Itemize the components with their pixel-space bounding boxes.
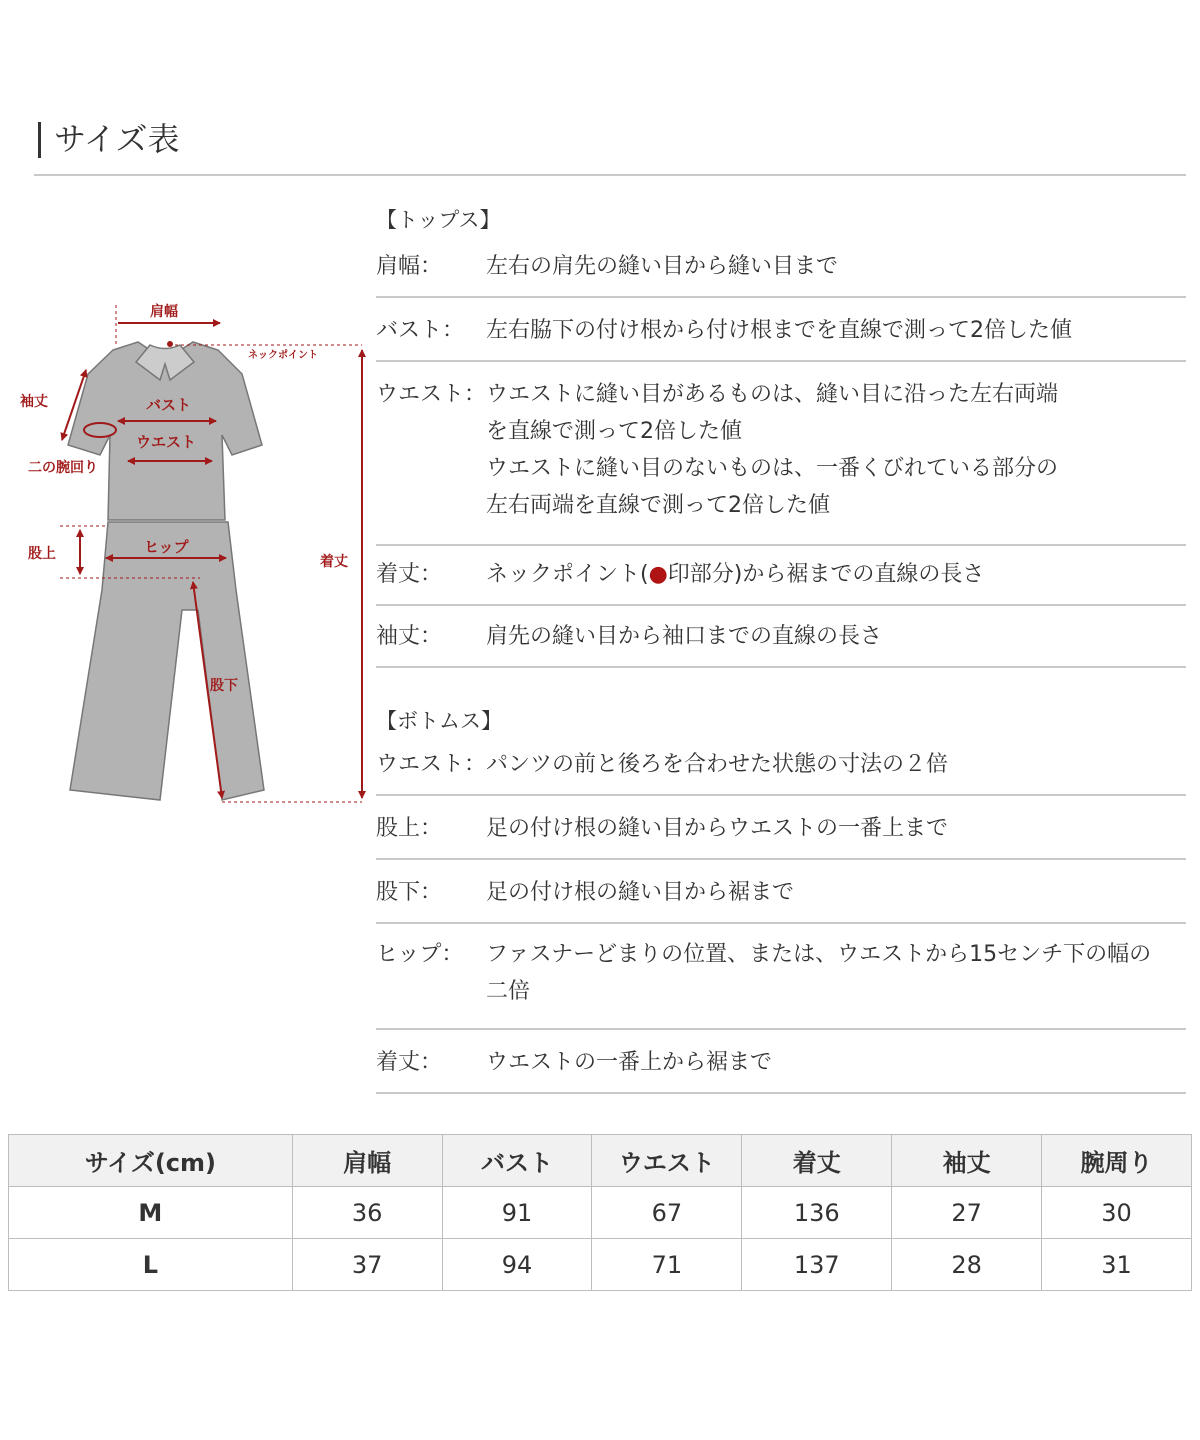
row-label: 着丈： <box>376 1050 443 1075</box>
bottoms-row-hip <box>376 936 1186 1030</box>
row-label: 肩幅： <box>376 254 443 279</box>
row-line: 左右の肩先の縫い目から縫い目まで <box>486 254 839 279</box>
row-label: ウエスト： <box>376 752 487 777</box>
row-line: ファスナーどまりの位置、または、ウエストから15センチ下の幅の <box>486 942 1152 967</box>
table-header-cell: バスト <box>442 1135 592 1187</box>
title-section <box>34 118 1186 176</box>
row-label: 袖丈： <box>376 624 443 649</box>
row-line: 二倍 <box>486 979 531 1004</box>
row-label: ウエスト： <box>376 382 487 407</box>
bottoms-heading: 【ボトムス】 <box>376 709 502 733</box>
table-header-cell: 肩幅 <box>292 1135 442 1187</box>
row-line: を直線で測って2倍した値 <box>486 419 742 444</box>
bottoms-row-matashita <box>376 874 1186 924</box>
table-row <box>9 1187 1192 1239</box>
row-line: ウエストに縫い目があるものは、縫い目に沿った左右両端 <box>486 382 1059 407</box>
top-garment-shape <box>68 342 262 520</box>
table-cell: 37 <box>292 1239 442 1291</box>
bust-label: バスト <box>146 396 192 414</box>
row-description <box>486 248 1191 285</box>
table-cell-size: M <box>9 1187 293 1239</box>
garment-diagram-svg <box>10 290 370 820</box>
row-label: 股上： <box>376 816 443 841</box>
kitake-label: 着丈 <box>320 554 348 570</box>
row-line: 左右脇下の付け根から付け根までを直線で測って2倍した値 <box>486 318 1072 343</box>
table-header-cell: 腕周り <box>1042 1135 1192 1187</box>
size-table <box>8 1134 1192 1291</box>
bottoms-row-matagami <box>376 810 1186 860</box>
row-line: 肩先の縫い目から袖口までの直線の長さ <box>486 624 883 649</box>
table-cell: 67 <box>592 1187 742 1239</box>
table-cell: 30 <box>1042 1187 1192 1239</box>
row-line: ウエストの一番上から裾まで <box>486 1050 773 1075</box>
matashita-label: 股下 <box>210 678 238 694</box>
table-header-row <box>9 1135 1192 1187</box>
table-cell: 71 <box>592 1239 742 1291</box>
table-cell: 31 <box>1042 1239 1192 1291</box>
pants-garment-shape <box>70 522 264 800</box>
tops-row-sodetake <box>376 618 1186 668</box>
matagami-label: 股上 <box>28 546 56 562</box>
table-header-cell: 袖丈 <box>892 1135 1042 1187</box>
tops-row-bust <box>376 312 1186 362</box>
row-description <box>486 312 1191 349</box>
row-line <box>486 556 1191 593</box>
row-label: 股下： <box>376 880 443 905</box>
row-description <box>486 746 1191 783</box>
row-line: 足の付け根の縫い目からウエストの一番上まで <box>486 816 949 841</box>
table-cell: 94 <box>442 1239 592 1291</box>
table-cell: 137 <box>742 1239 892 1291</box>
row-label: ヒップ： <box>376 942 464 967</box>
neck-point-dot <box>167 341 173 347</box>
waist-label: ウエスト <box>136 433 197 451</box>
title-accent-bar <box>38 122 41 158</box>
row-label: 着丈： <box>376 562 443 587</box>
table-cell: 91 <box>442 1187 592 1239</box>
table-cell: 27 <box>892 1187 1042 1239</box>
tops-row-kitake <box>376 556 1186 606</box>
table-cell: 28 <box>892 1239 1042 1291</box>
tops-row-katahaba <box>376 248 1186 298</box>
row-description <box>486 1044 1191 1081</box>
row-description <box>486 376 1191 524</box>
ninowan-label: 二の腕回り <box>28 460 98 476</box>
tops-heading: 【トップス】 <box>376 208 501 232</box>
row-description <box>486 936 1191 1010</box>
katahaba-label: 肩幅 <box>150 304 178 320</box>
table-cell-size: L <box>9 1239 293 1291</box>
table-header-cell: 着丈 <box>742 1135 892 1187</box>
hip-label: ヒップ <box>144 538 189 556</box>
table-header-cell: ウエスト <box>592 1135 742 1187</box>
row-line: パンツの前と後ろを合わせた状態の寸法の２倍 <box>486 752 949 777</box>
row-label: バスト： <box>376 318 465 343</box>
row-line: 足の付け根の縫い目から裾まで <box>486 880 795 905</box>
neck-point-marker: ● <box>648 562 668 587</box>
garment-diagram <box>10 290 370 820</box>
row-line-part: ネックポイント( <box>486 562 649 587</box>
row-line: ウエストに縫い目のないものは、一番くびれている部分の <box>486 456 1059 481</box>
row-line: 左右両端を直線で測って2倍した値 <box>486 493 830 518</box>
tops-row-waist <box>376 376 1186 546</box>
row-description <box>486 618 1191 655</box>
table-cell: 136 <box>742 1187 892 1239</box>
row-line-part: 印部分)から裾までの直線の長さ <box>667 562 985 587</box>
row-description <box>486 810 1191 847</box>
sodetake-label: 袖丈 <box>20 394 48 410</box>
page-title: サイズ表 <box>54 120 180 158</box>
bottoms-row-kitake <box>376 1044 1186 1094</box>
table-row <box>9 1239 1192 1291</box>
table-header-cell: サイズ(cm) <box>9 1135 293 1187</box>
neck-point-label: ネックポイント <box>248 350 318 361</box>
row-description <box>486 874 1191 911</box>
row-description <box>486 556 1191 593</box>
table-cell: 36 <box>292 1187 442 1239</box>
bottoms-row-waist <box>376 746 1186 796</box>
